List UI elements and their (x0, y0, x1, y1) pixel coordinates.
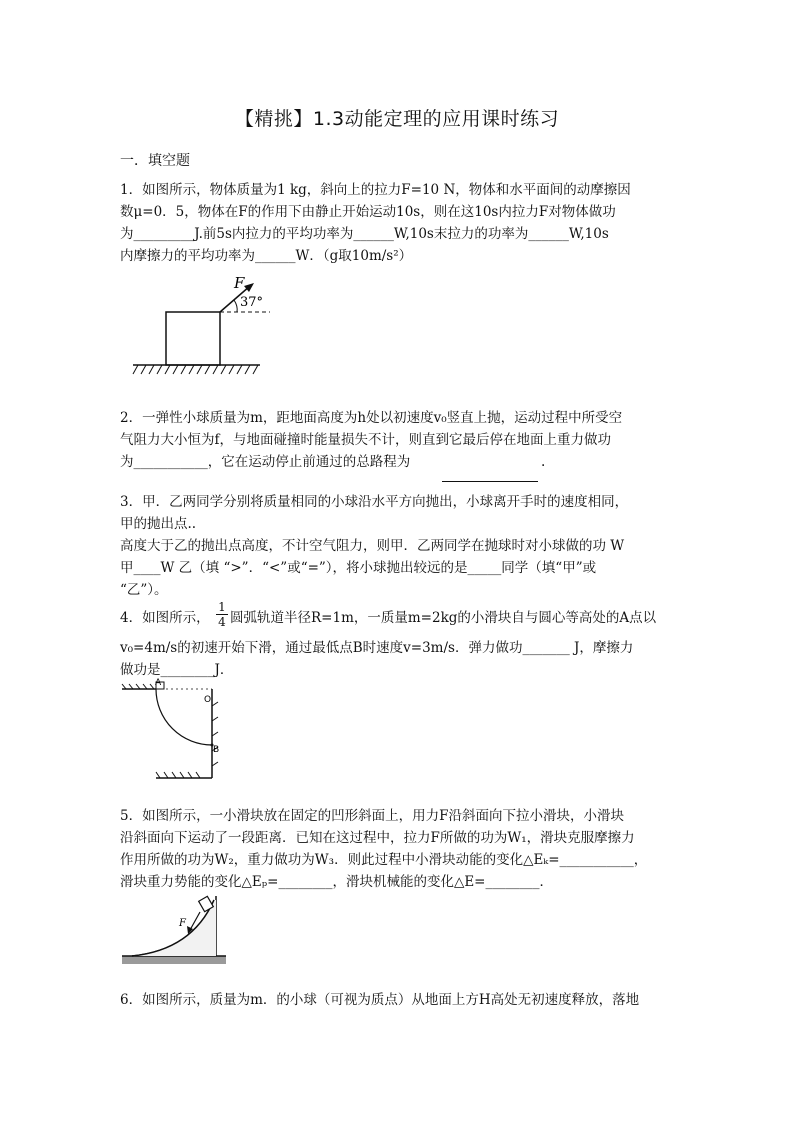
q5-line-1: 5．如图所示，一小滑块放在固定的凹形斜面上，用力F沿斜面向下拉小滑块，小滑块 (120, 808, 624, 824)
q5-line-2: 沿斜面向下运动了一段距离．已知在这过程中，拉力F所做的功为W₁，滑块克服摩擦力 (120, 830, 635, 846)
q4-line-1a: 4．如图所示， (120, 610, 210, 626)
q4-fraction (216, 600, 228, 629)
q4-point-o-label: O (204, 695, 212, 705)
q2-line-3: 为___________，它在运动停止前通过的总路程为 (120, 454, 411, 470)
q5-figure-curved-incline (122, 890, 232, 972)
q3-line-4: 甲____W 乙（填 “>”．“<”或“=”），将小球抛出较远的是_____同学（填“甲”或 (120, 560, 597, 576)
q4-line-1b: 圆弧轨道半径R=1m，一质量m=2kg的小滑块自与圆心等高处的A点以 (230, 610, 657, 626)
q2-answer-blank[interactable] (442, 481, 538, 482)
q4-line-3: 做功是________J． (120, 662, 234, 678)
q1-line-4: 内摩擦力的平均功率为______W．（g取10m/s²） (120, 248, 413, 264)
q3-line-5: “乙”）。 (120, 582, 168, 598)
q1-angle-label: 37° (240, 295, 264, 310)
q4-line-2: v₀=4m/s的初速开始下滑，通过最低点B时速度v=3m/s．弹力做功_______ J，摩擦力 (120, 640, 634, 656)
q1-line-2: 数μ=0．5，物体在F的作用下由静止开始运动10s，则在这10s内拉力F对物体做功 (120, 204, 616, 220)
q4-point-b-label: B (213, 745, 220, 755)
q5-force-label: F (179, 918, 186, 929)
q3-line-1: 3．甲．乙两同学分别将质量相同的小球沿水平方向抛出，小球离开手时的速度相同， (120, 494, 629, 510)
q3-line-3: 高度大于乙的抛出点高度，不计空气阻力，则甲．乙两同学在抛球时对小球做的功 W (120, 538, 625, 554)
q5-line-4: 滑块重力势能的变化△Eₚ=________，滑块机械能的变化△E=________． (120, 874, 553, 890)
q1-figure-block-on-ground (130, 270, 280, 380)
q4-point-a-label: A (155, 678, 162, 688)
q4-figure-quarter-arc-track (120, 676, 230, 786)
q2-line-2: 气阻力大小恒为f，与地面碰撞时能量损失不计，则直到它最后停在地面上重力做功 (120, 432, 611, 448)
q2-line-3-end: . (541, 454, 546, 470)
page-title: 【精挑】1.3动能定理的应用课时练习 (234, 108, 560, 130)
q3-line-2: 甲的抛出点.. (120, 516, 197, 532)
q1-line-3: 为_________J.前5s内拉力的平均功率为______W,10s末拉力的功率为______W,10s (120, 226, 609, 242)
q4-fraction-numerator: 1 (218, 600, 226, 614)
q5-line-3: 作用所做的功为W₂，重力做功为W₃．则此过程中小滑块动能的变化△Eₖ=___________， (120, 852, 648, 868)
q4-fraction-denominator: 4 (216, 614, 228, 629)
q2-line-1: 2．一弹性小球质量为m，距地面高度为h处以初速度v₀竖直上抛，运动过程中所受空 (120, 410, 623, 426)
q6-line-1: 6．如图所示，质量为m．的小球（可视为质点）从地面上方H高处无初速度释放，落地 (120, 992, 640, 1008)
q1-force-label: F (234, 274, 245, 292)
section-heading: 一．填空题 (120, 153, 190, 169)
q1-line-1: 1．如图所示，物体质量为1 kg，斜向上的拉力F=10 N，物体和水平面间的动摩擦因 (120, 182, 631, 198)
